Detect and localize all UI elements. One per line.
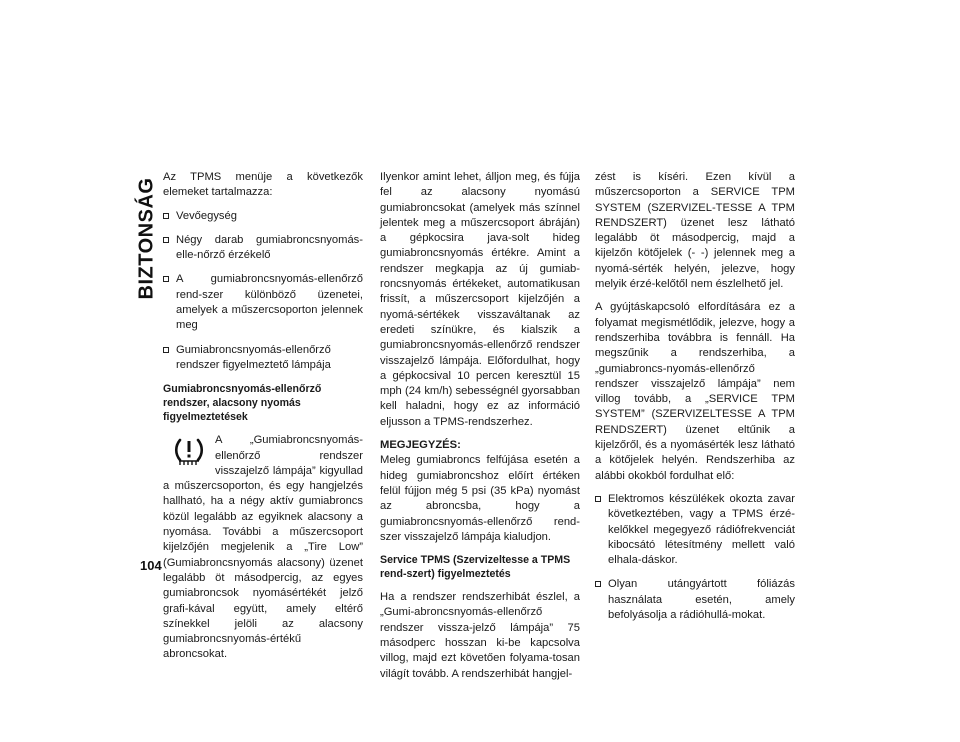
text-column-1 <box>163 170 363 663</box>
list-item: Gumiabroncsnyomás-ellenőrző rendszer figyelmeztető lámpája <box>163 343 363 374</box>
tpms-menu-list <box>163 209 363 374</box>
inflate-instructions: Ilyenkor amint lehet, álljon meg, és fújja fel az alacsony nyomású gumiabroncsokat (amelyek más színnel jelentek meg a műszercsoport ábráján) a gépkocsira java-solt hideg gumiabroncsnyomás értékre. Amint a rendszer megkapja az új gumiab-roncsnyomás értékeket, automatikusan frissít, a műszercsoport kijelzőjén a nyomá-sértékek visszaváltanak az eredeti színükre, és kialszik a gumiabroncsnyomás-ellenőrző rendszer visszajelző lámpája. Előfordulhat, hogy a gépkocsival 10 percen keresztül 15 mph (24 km/h) sebességnél gyorsabban kell haladni, hogy ez az információ eljusson a TPMS-rendszerhez. <box>380 171 580 428</box>
fault-continued-text: zést is kíséri. Ezen kívül a műszercsoporton a SERVICE TPM SYSTEM (SZERVIZEL-TESSE A TPM RENDSZERT) üzenet lesz látható legalább öt másodpercig, majd a kijelzőn kötőjelek (- -) jelennek meg a nyomá-sérték helyén, jelezve, hogy melyik érzé-kelőtől nem észlelhető jel. <box>595 171 795 291</box>
tpms-menu-intro: Az TPMS menüje a következők elemeket tartalmazza: <box>163 171 363 199</box>
low-pressure-warning-text: A „Gumiabroncsnyomás-ellenőrző rendszer visszajelző lámpája” kigyullad a műszercsoporton, és egy hangjelzés hallható, ha a négy aktív gumiabroncs közül legalább az egyiknek alacsony a nyomása. További a műszercsoport kijelzőjén megjelenik a „Tire Low” (Gumiabroncsnyomás alacsony) üzenet legalább öt másodpercig, az egyes gumiabroncsok nyomásértékét jelző grafi-kával együtt, amely eltérő színekkel jelöli az alacsony gumiabroncsnyomás-értékű abroncsokat. <box>163 434 363 661</box>
list-item: Négy darab gumiabroncsnyomás-elle-nőrző érzékelő <box>163 233 363 264</box>
list-item: A gumiabroncsnyomás-ellenőrző rend-szer különböző üzenetei, amelyek a műszercsoporton jelennek meg <box>163 272 363 333</box>
square-bullet-icon <box>163 237 169 243</box>
page-number: 104 <box>140 558 162 573</box>
low-pressure-warning-block <box>163 433 363 662</box>
low-pressure-warnings-heading: Gumiabroncsnyomás-ellenőrző rendszer, alacsony nyomás figyelmeztetések <box>163 383 322 424</box>
list-item: Olyan utángyártott fóliázás használata esetén, amely befolyásolja a rádióhullá-mokat. <box>595 577 795 623</box>
list-item: Vevőegység <box>163 209 363 224</box>
service-tpms-heading: Service TPMS (Szervizeltesse a TPMS rend-szert) figyelmeztetés <box>380 554 571 581</box>
text-column-2 <box>380 170 580 682</box>
fault-repeat-text: A gyújtáskapcsoló elfordítására ez a folyamat megismétlődik, jelezve, hogy a rendszerhiba továbbra is fennáll. Ha megszűnik a rendszerhiba, a „gumiabroncs-nyomás-ellenőrző rendszer visszajelző lámpája” nem villog tovább, a „SERVICE TPM SYSTEM” (SZERVIZELTESSE A TPM RENDSZERT) üzenet eltűnik a kijelzőről, és a nyomásérték lesz látható a kötőjelek helyén. Rendszerhiba az alábbi okokból fordulhat elő: <box>595 301 795 482</box>
tire-pressure-warning-icon <box>173 437 205 467</box>
square-bullet-icon <box>163 213 169 219</box>
section-side-tab <box>136 168 158 308</box>
square-bullet-icon <box>595 581 601 587</box>
square-bullet-icon <box>595 496 601 502</box>
note-text: Meleg gumiabroncs felfújása esetén a hideg gumiabroncshoz előírt értéken felül fújjon még 5 psi (35 kPa) nyomást az abroncsba, hogy a gumiabroncsnyomás-ellenőrző rend-szer visszajelző lámpája kialudjon. <box>380 454 580 543</box>
list-item: Elektromos készülékek okozta zavar következtében, vagy a TPMS érzé-kelőkkel megegyező rádiófrekvenciát kibocsátó létesítmény mellett való elhala-dáskor. <box>595 492 795 568</box>
system-fault-text: Ha a rendszer rendszerhibát észlel, a „Gumi-abroncsnyomás-ellenőrző rendszer vissza-jelző lámpája” 75 másodperc hosszan ki-be kapcsolva villog, majd ezt követően folyama-tosan világít tovább. A rendszerhibát hangjel- <box>380 591 580 680</box>
note-paragraph <box>380 438 580 545</box>
square-bullet-icon <box>163 276 169 282</box>
note-label: MEGJEGYZÉS: <box>380 439 461 452</box>
fault-causes-list <box>595 492 795 623</box>
section-title: BIZTONSÁG <box>135 177 158 299</box>
square-bullet-icon <box>163 347 169 353</box>
text-column-3 <box>595 170 795 632</box>
